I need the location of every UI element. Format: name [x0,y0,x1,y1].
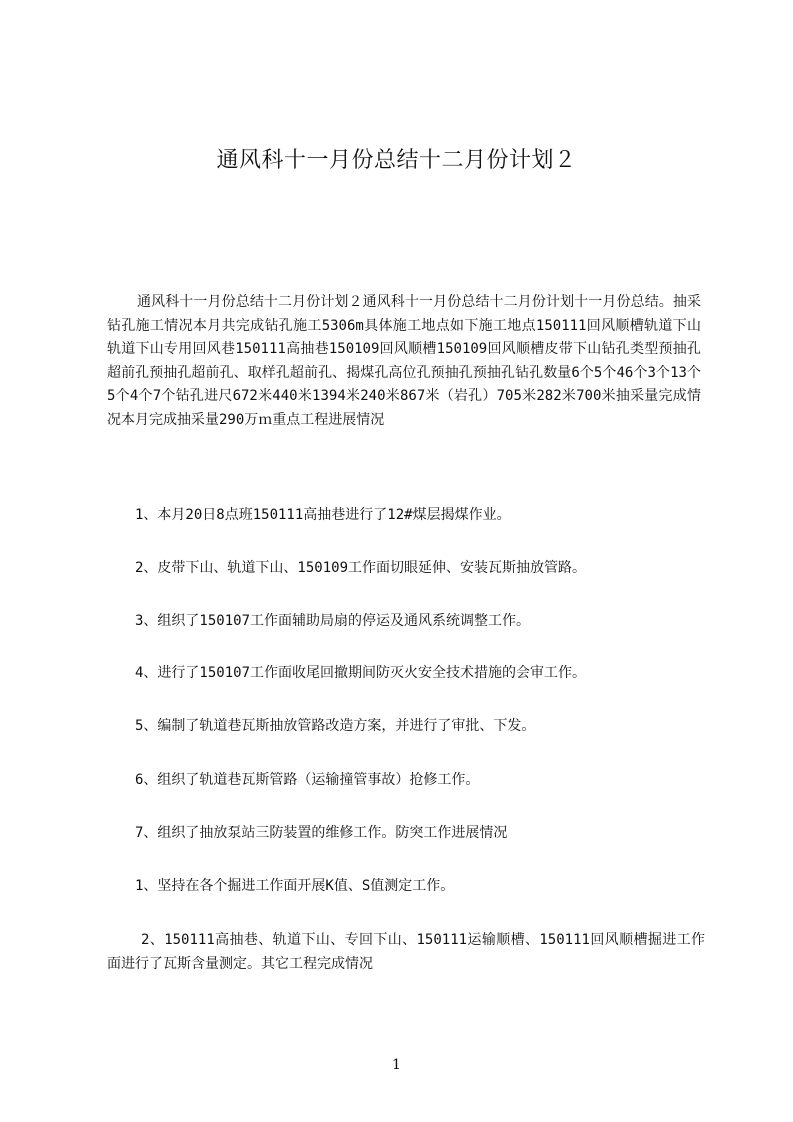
list-item: 5、编制了轨道巷瓦斯抽放管路改造方案，并进行了审批、下发。 [135,718,536,734]
list-item: 7、组织了抽放泵站三防装置的维修工作。防突工作进展情况 [135,825,508,841]
page-number: 1 [392,1057,401,1073]
list-item: 2、皮带下山、轨道下山、150109工作面切眼延伸、安装瓦斯抽放管路。 [135,560,586,576]
list-item: 1、坚持在各个掘进工作面开展K值、S值测定工作。 [135,878,455,894]
list-item: 1、本月20日8点班150111高抽巷进行了12#煤层揭煤作业。 [135,507,511,523]
list-item: 6、组织了轨道巷瓦斯管路（运输撞管事故）抢修工作。 [135,772,480,788]
list-item: 3、组织了150107工作面辅助局扇的停运及通风系统调整工作。 [135,613,530,629]
list-item: 2、150111高抽巷、轨道下山、专回下山、150111运输顺槽、150111回风顺槽掘进工作面进行了瓦斯含量测定。其它工程完成情况 [107,932,705,972]
document-title: 通风科十一月份总结十二月份计划２ [216,148,577,173]
list-item: 4、进行了150107工作面收尾回撤期间防灭火安全技术措施的会审工作。 [135,665,586,681]
intro-paragraph: 通风科十一月份总结十二月份计划２通风科十一月份总结十二月份计划十一月份总结。抽采钻孔施工情况本月共完成钻孔施工5306m具体施工地点如下施工地点150111回风顺槽轨道下山轨道下山专用回风巷150111高抽巷150109回风顺槽150109回风顺槽皮带下山钻孔类型预抽孔超前孔预抽孔超前孔、取样孔超前孔、揭煤孔高位孔预抽孔预抽孔钻孔数量6个5个46个3个13个5个4个7个钻孔进尺672米440米1394米240米867米（岩孔）705米282米700米抽采量完成情况本月完成抽采量290万ｍ重点工程进展情况 [107,294,701,428]
